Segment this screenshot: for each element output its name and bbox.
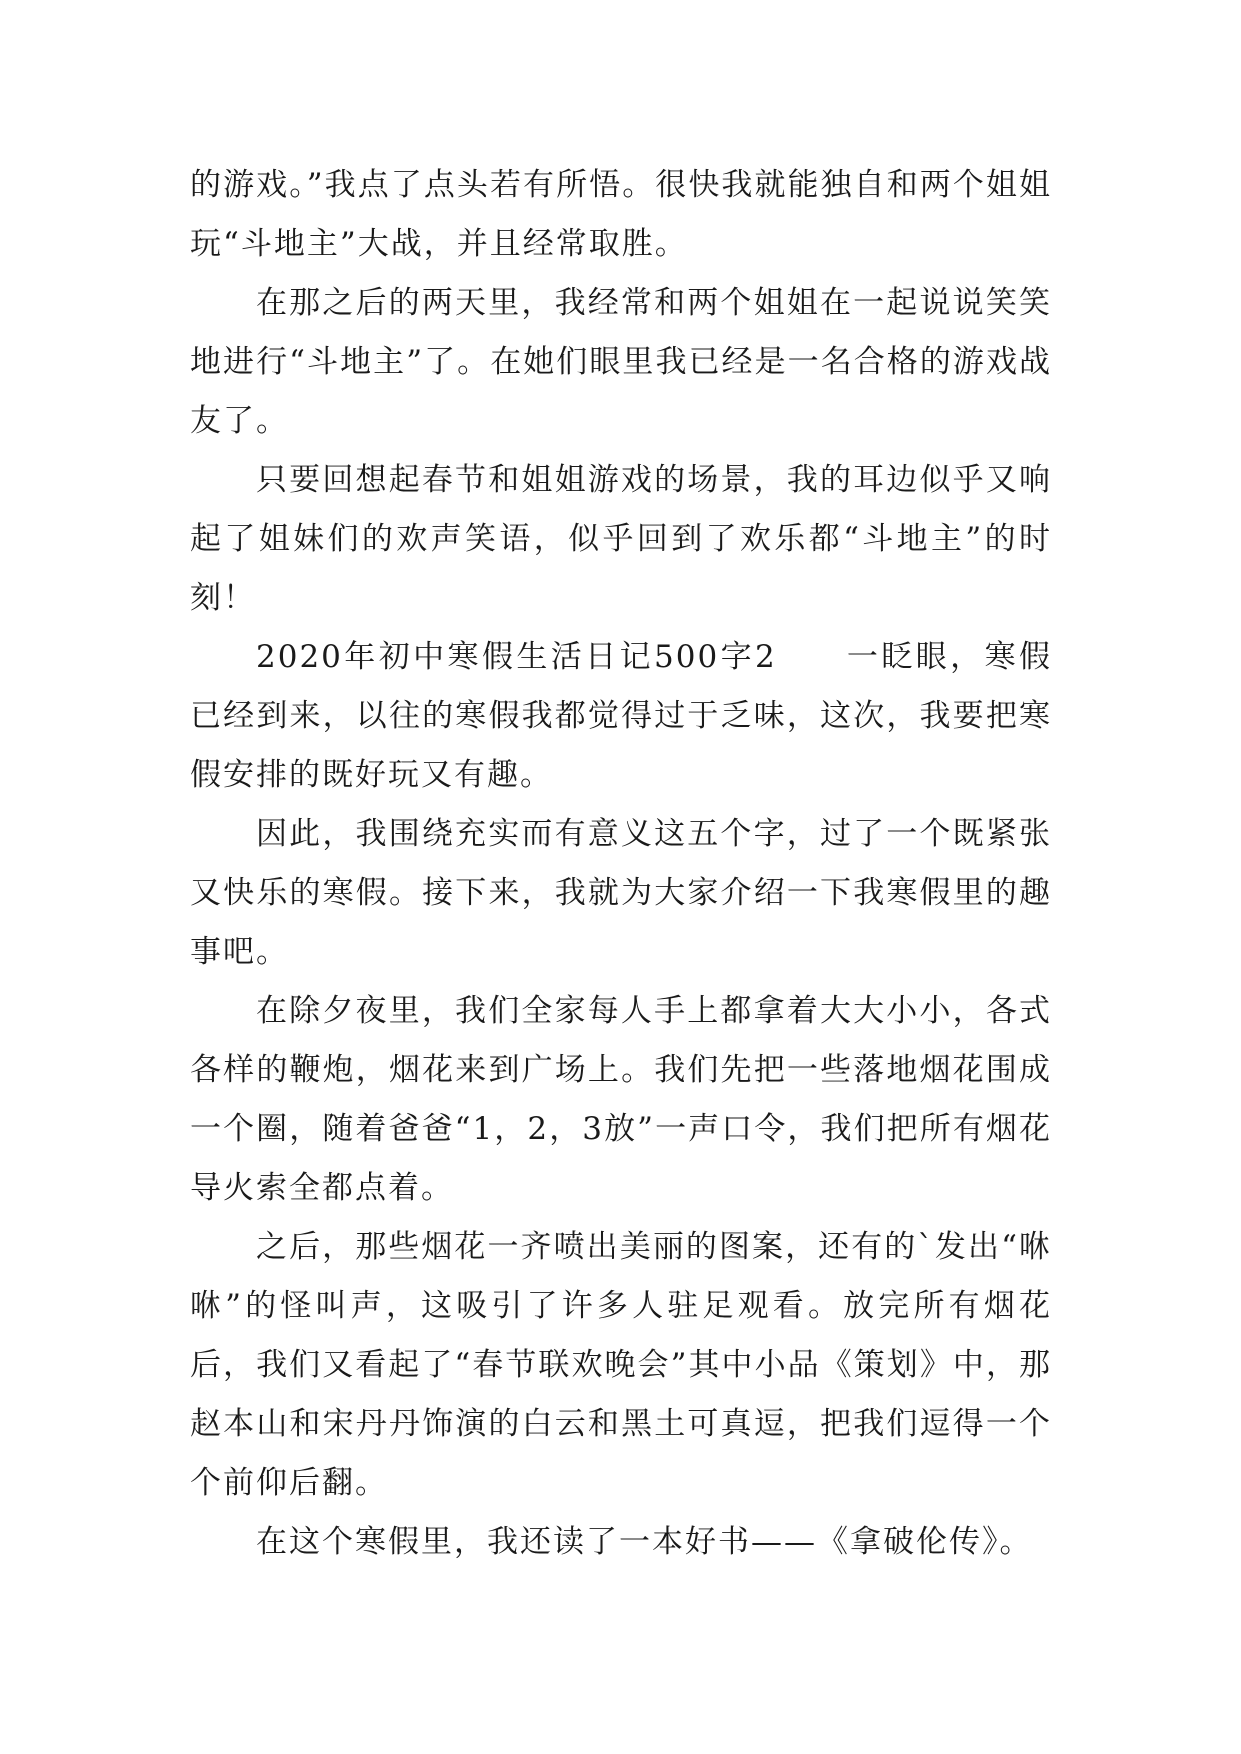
paragraph: 之后，那些烟花一齐喷出美丽的图案，还有的`发出“咻咻”的怪叫声，这吸引了许多人驻足观看。放完所有烟花后，我们又看起了“春节联欢晚会”其中小品《策划》中，那赵本山和宋丹丹饰演的白云和黑土可真逗，把我们逗得一个个前仰后翻。 xyxy=(190,1229,1052,1501)
paragraph: 在那之后的两天里，我经常和两个姐姐在一起说说笑笑地进行“斗地主”了。在她们眼里我已经是一名合格的游戏战友了。 xyxy=(190,285,1052,439)
paragraph: 因此，我围绕充实而有意义这五个字，过了一个既紧张又快乐的寒假。接下来，我就为大家介绍一下我寒假里的趣事吧。 xyxy=(190,816,1052,970)
document-page xyxy=(190,156,1052,1572)
paragraph: 2020年初中寒假生活日记500字2 一眨眼，寒假已经到来，以往的寒假我都觉得过于乏味，这次，我要把寒假安排的既好玩又有趣。 xyxy=(190,639,1052,793)
paragraph: 只要回想起春节和姐姐游戏的场景，我的耳边似乎又响起了姐妹们的欢声笑语，似乎回到了欢乐都“斗地主”的时刻！ xyxy=(190,462,1052,616)
paragraph: 的游戏。”我点了点头若有所悟。很快我就能独自和两个姐姐玩“斗地主”大战，并且经常取胜。 xyxy=(190,167,1052,262)
paragraph: 在除夕夜里，我们全家每人手上都拿着大大小小，各式各样的鞭炮，烟花来到广场上。我们先把一些落地烟花围成一个圈，随着爸爸“1，2，3放”一声口令，我们把所有烟花导火索全都点着。 xyxy=(190,993,1052,1206)
paragraph: 在这个寒假里，我还读了一本好书——《拿破伦传》。 xyxy=(256,1524,1033,1560)
